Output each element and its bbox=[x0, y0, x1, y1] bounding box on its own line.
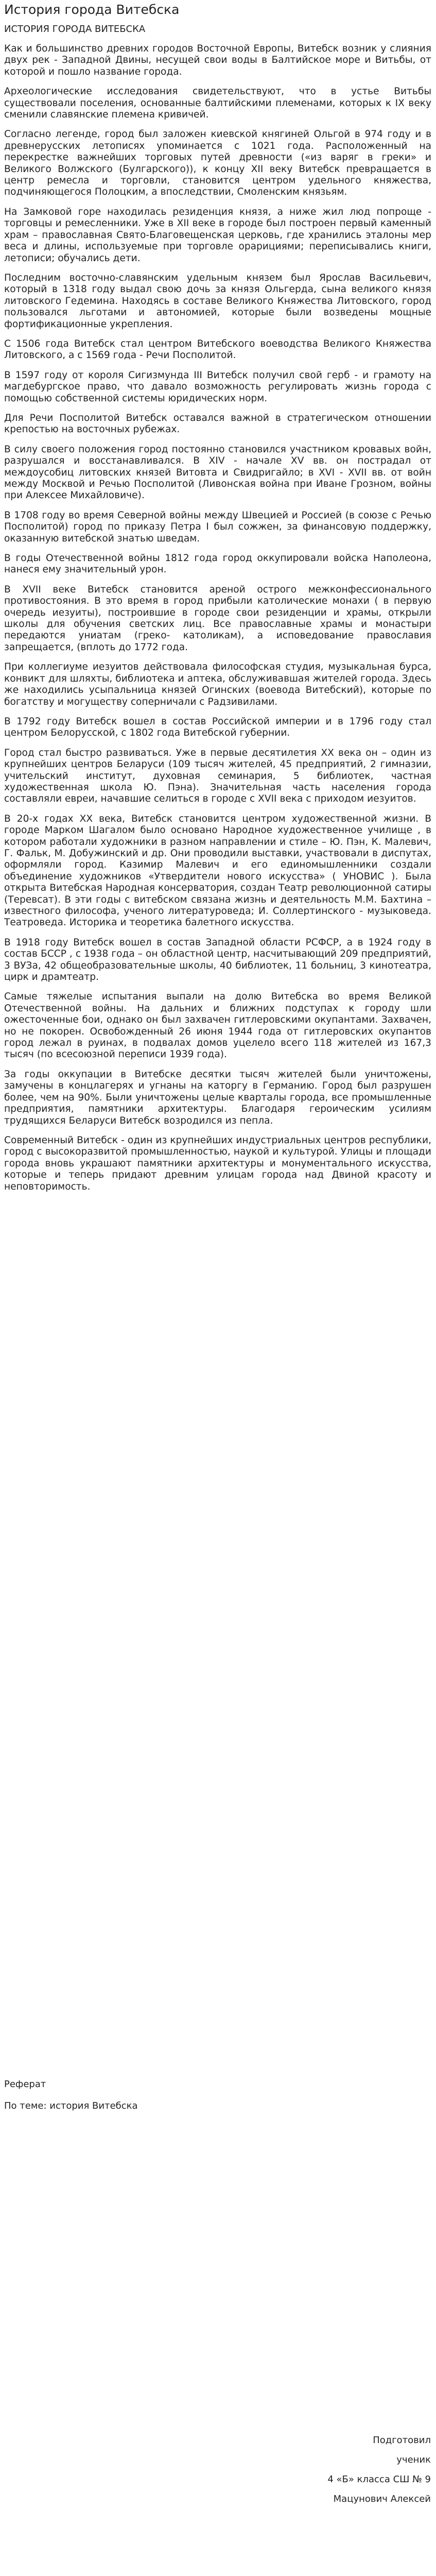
paragraph-16: В 20-х годах XX века, Витебск становится центром художественной жизни. В городе Марком Шагалом было основано Народное художественное училище , в котором работали художники в разном направлении и стиле – Ю. Пэн, К. Малевич, Г. Фальк, М. Добужинский и др. Они проводили выставки, участвовали в диспутах, оформляли город. Казимир Малевич и его единомышленники создали объединение художников «Утвердители нового искусства» ( УНОВИС ). Была открыта Витебская Народная консерватория, создан Театр революционной сатиры (Теревсат). В эти годы с витебском связана жизнь и деятельность М.М. Бахтина – известного философа, ученого литературоведа; И. Соллертинского - музыковеда. Театроведа. Историка и теоретика балетного искусства. bbox=[4, 813, 431, 928]
paragraph-19: За годы оккупации в Витебске десятки тысяч жителей были уничтожены, замучены в концлагерях и угнаны на каторгу в Германию. Город был разрушен более, чем на 90%. Были уничтожены целые кварталы города, все промышленные предприятия, памятники архитектуры. Благодаря героическим усилиям трудящихся Беларуси Витебск возродился из пепла. bbox=[4, 1069, 431, 1126]
author-role: ученик bbox=[396, 2454, 431, 2465]
topic-line: По теме: история Витебска bbox=[4, 2100, 138, 2111]
page-subtitle: ИСТОРИЯ ГОРОДА ВИТЕБСКА bbox=[4, 24, 146, 35]
paragraph-14: В 1792 году Витебск вошел в состав Российской империи и в 1796 году стал центром Белорусской, с 1802 года Витебской губернии. bbox=[4, 716, 431, 739]
page-title: История города Витебска bbox=[4, 2, 180, 17]
paragraph-7: В 1597 году от короля Сигизмунда III Витебск получил свой герб - и грамоту на магдебургское право, что давало возможность регулировать жизнь города с помощью собственной системы юридических норм. bbox=[4, 369, 431, 404]
paragraph-13: При коллегиуме иезуитов действовала философская студия, музыкальная бурса, конвикт для шляхты, библиотека и аптека, обслуживавшая жителей города. Здесь же находились усыпальница князей Огинских (воевода Витебский), которые по богатству и могуществу соперничали с Радзивилами. bbox=[4, 662, 431, 707]
paragraph-8: Для Речи Посполитой Витебск оставался важной в стратегическом отношении крепостью на восточных рубежах. bbox=[4, 412, 431, 435]
paragraph-6: С 1506 года Витебск стал центром Витебского воеводства Великого Княжества Литовского, а с 1569 года - Речи Посполитой. bbox=[4, 338, 431, 361]
abstract-label: Реферат bbox=[4, 2079, 46, 2090]
prepared-label: Подготовил bbox=[373, 2435, 431, 2446]
paragraph-11: В годы Отечественной войны 1812 года город оккупировали войска Наполеона, нанеся ему значительный урон. bbox=[4, 553, 431, 575]
paragraph-3: Согласно легенде, город был заложен киевской княгиней Ольгой в 974 году и в древнерусских летописях упоминается с 1021 года. Расположенный на перекрестке важнейших торговых путей древности («из варяг в греки» и Великого Волжского (Булгарского)), к концу XII веку Витебск превращается в центр ремесла и торговли, становится центром удельного княжества, подчиняющегося Полоцким, а впоследствии, Смоленским князьям. bbox=[4, 129, 431, 198]
author-class: 4 «Б» класса СШ № 9 bbox=[327, 2474, 431, 2485]
paragraph-4: На Замковой горе находилась резиденция князя, а ниже жил люд попроще - торговцы и ремесленники. Уже в XII веке в городе был построен первый каменный храм – православная Свято-Благовещенская церковь, где хранились эталоны мер веса и длины, используемые при торговле орарициями; переписывались книги, летописи; обучались дети. bbox=[4, 206, 431, 264]
paragraph-1: Как и большинство древних городов Восточной Европы, Витебск возник у слияния двух рек - Западной Двины, несущей свои воды в Балтийское море и Витьбы, от которой и пошло название города. bbox=[4, 43, 431, 77]
paragraph-12: В XVII веке Витебск становится ареной острого межконфессионального противостояния. В это время в город прибыли католические монахи ( в первую очередь иезуиты), построившие в городе свои резиденции и храмы, открыли школы для обучения светских лиц. Все православные храмы и монастыри передаются униатам (греко- католикам), а исповедование православия запрещается, (вплоть до 1772 года. bbox=[4, 584, 431, 653]
paragraph-10: В 1708 году во время Северной войны между Швецией и Россией (в союзе с Речью Посполитой) город по приказу Петра I был сожжен, за финансовую поддержку, оказанную витебской знатью шведам. bbox=[4, 510, 431, 544]
article-body bbox=[4, 43, 431, 1201]
paragraph-5: Последним восточно-славянским удельным князем был Ярослав Васильевич, который в 1318 году выдал свою дочь за князя Ольгерда, сына великого князя литовского Гедемина. Находясь в составе Великого Княжества Литовского, город пользовался льготами и автономией, которые были возведены мощные фортификационные укрепления. bbox=[4, 272, 431, 330]
paragraph-18: Самые тяжелые испытания выпали на долю Витебска во время Великой Отечественной войны. На дальних и ближних подступах к городу шли ожесточенные бои, однако он был захвачен гитлеровскими окупантами. Захвачен, но не покорен. Освобожденный 26 июня 1944 года от гитлеровских окупантов город лежал в руинах, в подвалах домов уцелело всего 118 жителей из 167,3 тысяч (по всесоюзной переписи 1939 года). bbox=[4, 991, 431, 1060]
paragraph-20: Современный Витебск - один из крупнейших индустриальных центров республики, город с высокоразвитой промышленностью, наукой и культурой. Улицы и площади города вновь украшают памятники архитектуры и монументального искусства, которые и теперь придают древним улицам города над Двиной красоту и неповторимость. bbox=[4, 1134, 431, 1192]
paragraph-2: Археологические исследования свидетельствуют, что в устье Витьбы существовали поселения, основанные балтийскими племенами, которых к IX веку сменили славянские племена кривичей. bbox=[4, 86, 431, 121]
author-name: Мацунович Алексей bbox=[333, 2494, 431, 2504]
paragraph-9: В силу своего положения город постоянно становился участником кровавых войн, разрушался и восстанавливался. В XIV - начале XV вв. он постpадал от междоусобиц литовских князей Витовта и Свидригайло; в XVI - XVII вв. от войн между Москвой и Речью Посполитой (Ливонская война при Иване Грозном, войны при Алексее Михайловиче). bbox=[4, 444, 431, 501]
author-block bbox=[327, 2431, 431, 2509]
paragraph-17: В 1918 году Витебск вошел в состав Западной области РСФСР, а в 1924 году в состав БССР , с 1938 года – он областной центр, насчитывающий 209 предприятий, 3 ВУЗа, 42 общеобразовательные школы, 40 библиотек, 11 больниц, 3 кинотеатра, цирк и драмтеатр. bbox=[4, 937, 431, 983]
paragraph-15: Город стал быстро развиваться. Уже в первые десятилетия XX века он – один из крупнейших центров Беларуси (109 тысяч жителей, 45 предприятий, 2 гимназии, учительский институт, духовная семинария, 5 библиотек, частная художественная школа Ю. Пэна). Значительная часть населения города составляли евреи, начавшие селиться в городе с XVII века с приходом иезуитов. bbox=[4, 747, 431, 805]
